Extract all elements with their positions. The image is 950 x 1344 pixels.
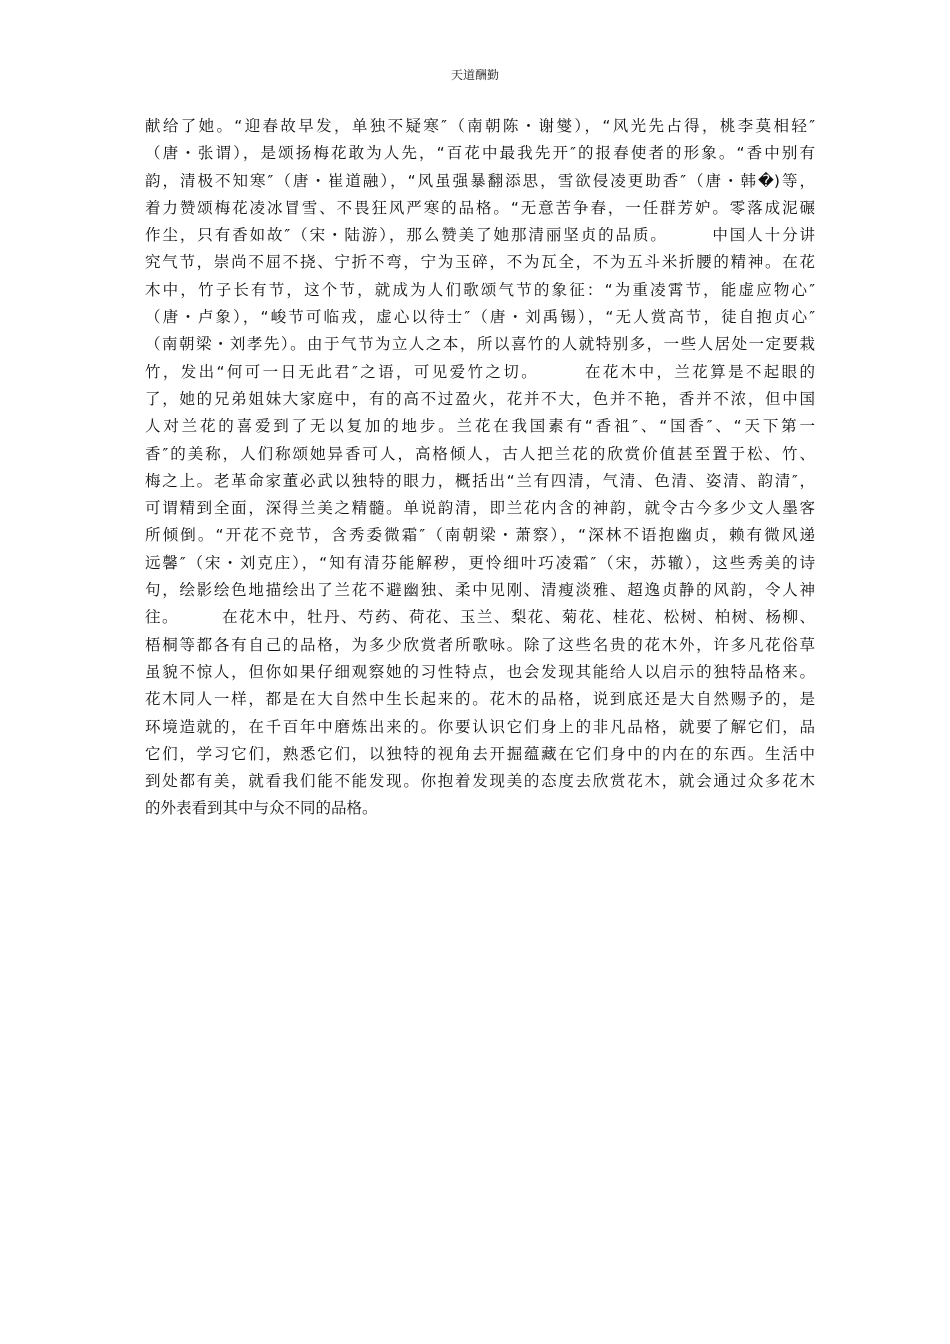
text-line: 的外表看到其中与众不同的品格。 (145, 799, 378, 818)
essay-body (145, 113, 815, 823)
text-line: 它们，学习它们，熟悉它们，以独特的视角去开掘蕴藏在它们身中的内在的东西。生活中 (145, 744, 815, 763)
text-line: 香″的美称，人们称颂她异香可人，高格倾人，古人把兰花的欣赏价值甚至置于松、竹、 (145, 444, 815, 463)
text-line: （南朝梁・刘孝先）。由于气节为立人之本，所以喜竹的人就特别多，一些人居处一定要栽 (145, 335, 815, 354)
text-line: 环境造就的，在千百年中磨炼出来的。你要认识它们身上的非凡品格，就要了解它们，品 (145, 717, 815, 736)
text-line: 梅之上。老革命家董必武以独特的眼力，概括出“兰有四清，气清、色清、姿清、韵清″， (145, 471, 815, 490)
text-line: （唐・卢象），“峻节可临戎，虚心以待士″（唐・刘禹锡），“无人赏高节，徒自抱贞心″ (145, 308, 815, 327)
text-line: 人对兰花的喜爱到了无以复加的地步。兰花在我国素有“香祖″、“国香″、“天下第一 (145, 417, 815, 436)
text-line: 献给了她。“迎春故早发，单独不疑寒″（南朝陈・谢燮），“风光先占得，桃李莫相轻″ (145, 117, 815, 135)
text-line: 韵，清极不知寒″（唐・崔道融），“风虽强暴翻添思，雪欲侵凌更助香″（唐・韩�)等， (145, 171, 815, 190)
page-header: 天道酬勤 (450, 68, 499, 82)
text-line: 究气节，崇尚不屈不挠、宁折不弯，宁为玉碎，不为瓦全，不为五斗米折腰的精神。在花 (145, 253, 815, 272)
text-line: 着力赞颂梅花凌冰冒雪、不畏狂风严寒的品格。“无意苦争春，一任群芳妒。零落成泥碾 (145, 198, 815, 217)
text-line: 远馨″（宋・刘克庄），“知有清芬能解秽，更怜细叶巧凌霜″（宋，苏辙），这些秀美的诗 (145, 553, 815, 572)
text-line: 往。 在花木中，牡丹、芍药、荷花、玉兰、梨花、菊花、桂花、松树、柏树、杨柳、 (145, 608, 815, 627)
text-line: （唐・张谓），是颂扬梅花敢为人先，“百花中最我先开″的报春使者的形象。“香中别有 (145, 144, 815, 163)
text-line: 作尘，只有香如故″（宋・陆游），那么赞美了她那清丽坚贞的品质。 中国人十分讲 (145, 226, 815, 245)
text-line: 了，她的兄弟姐妹大家庭中，有的高不过盈火，花并不大，色并不艳，香并不浓，但中国 (145, 389, 815, 408)
text-line: 木中，竹子长有节，这个节，就成为人们歌颂气节的象征：“为重凌霄节，能虚应物心″ (145, 280, 815, 299)
text-line: 梧桐等都各有自己的品格，为多少欣赏者所歌咏。除了这些名贵的花木外，许多凡花俗草 (145, 635, 815, 654)
text-line: 句，绘影绘色地描绘出了兰花不避幽独、柔中见刚、清瘦淡雅、超逸贞静的风韵，令人神 (145, 581, 815, 600)
text-line: 到处都有美，就看我们能不能发现。你抱着发现美的态度去欣赏花木，就会通过众多花木 (145, 772, 815, 791)
text-line: 所倾倒。“开花不竞节，含秀委微霜″（南朝梁・萧察），“深林不语抱幽贞，赖有微风递 (145, 526, 815, 545)
text-line: 可谓精到全面，深得兰美之精髓。单说韵清，即兰花内含的神韵，就令古今多少文人墨客 (145, 499, 815, 518)
text-line: 竹，发出“何可一日无此君″之语，可见爱竹之切。 在花木中，兰花算是不起眼的 (145, 362, 815, 381)
text-line: 花木同人一样，都是在大自然中生长起来的。花木的品格，说到底还是大自然赐予的，是 (145, 690, 815, 709)
text-line: 虽貌不惊人，但你如果仔细观察她的习性特点，也会发现其能给人以启示的独特品格来。 (145, 662, 815, 681)
